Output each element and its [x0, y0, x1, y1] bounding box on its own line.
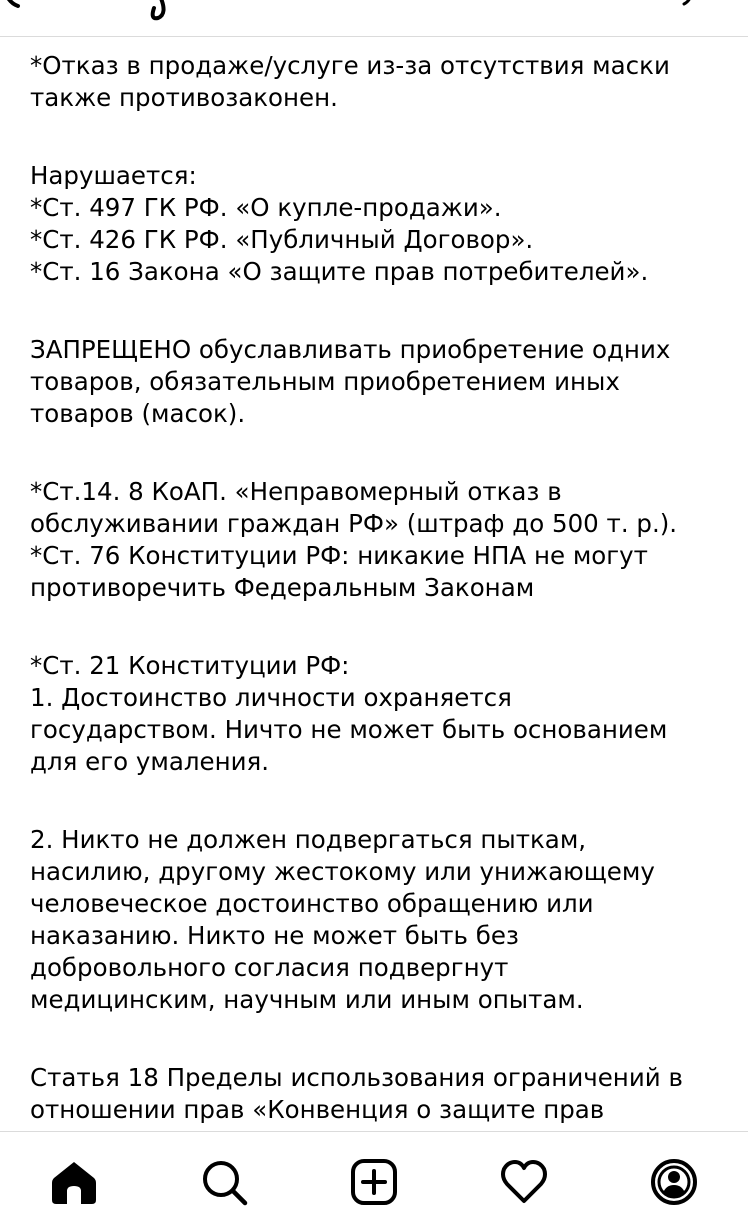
- caption-line: *Отказ в продаже/услуге из-за отсутствия маски: [30, 51, 670, 80]
- post-caption: [30, 50, 730, 1131]
- caption-line: *Ст.14. 8 КоАП. «Неправомерный отказ в: [30, 477, 562, 506]
- header-divider: [0, 36, 748, 37]
- logo-fragment-icon: [0, 0, 748, 36]
- caption-paragraph: [30, 50, 730, 114]
- nav-home-button[interactable]: [46, 1154, 102, 1210]
- caption-line: также противозаконен.: [30, 83, 338, 112]
- caption-line: наказанию. Никто не может быть без: [30, 921, 519, 950]
- caption-line: 2. Никто не должен подвергаться пыткам,: [30, 825, 587, 854]
- caption-line: ЗАПРЕЩЕНО обуславливать приобретение одних: [30, 335, 671, 364]
- caption-line: *Ст. 497 ГК РФ. «О купле-продажи».: [30, 193, 502, 222]
- caption-line: обслуживании граждан РФ» (штраф до 500 т. р.).: [30, 509, 678, 538]
- nav-activity-button[interactable]: [496, 1154, 552, 1210]
- caption-line: 1. Достоинство личности охраняется: [30, 683, 512, 712]
- caption-line: добровольного согласия подвергнут: [30, 953, 509, 982]
- caption-line: Нарушается:: [30, 161, 197, 190]
- new-post-icon: [350, 1158, 398, 1206]
- caption-line: *Ст. 21 Конституции РФ:: [30, 651, 350, 680]
- caption-paragraph: [30, 476, 730, 604]
- caption-line: *Ст. 426 ГК РФ. «Публичный Договор».: [30, 225, 534, 254]
- home-icon: [50, 1158, 98, 1206]
- caption-line: насилию, другому жестокому или унижающему: [30, 857, 655, 886]
- caption-line: товаров, обязательным приобретением иных: [30, 367, 620, 396]
- caption-line: Статья 18 Пределы использования ограничений в: [30, 1063, 683, 1092]
- caption-paragraph: [30, 334, 730, 430]
- nav-new-post-button[interactable]: [346, 1154, 402, 1210]
- caption-line: человеческое достоинство обращению или: [30, 889, 594, 918]
- search-icon: [200, 1158, 248, 1206]
- caption-paragraph: [30, 160, 730, 288]
- bottom-nav-bar: [0, 1131, 748, 1230]
- caption-line: медицинским, научным или иным опытам.: [30, 985, 584, 1014]
- activity-heart-icon: [500, 1158, 548, 1206]
- caption-paragraph: [30, 650, 730, 778]
- caption-line: государством. Ничто не может быть основанием: [30, 715, 668, 744]
- nav-search-button[interactable]: [196, 1154, 252, 1210]
- caption-line: товаров (масок).: [30, 399, 246, 428]
- nav-profile-button[interactable]: [646, 1154, 702, 1210]
- caption-paragraph: [30, 1062, 730, 1126]
- caption-line: противоречить Федеральным Законам: [30, 573, 535, 602]
- caption-line: для его умаления.: [30, 747, 270, 776]
- caption-paragraph: [30, 824, 730, 1016]
- caption-line: отношении прав «Конвенция о защите прав: [30, 1095, 605, 1124]
- top-header: [0, 0, 748, 36]
- caption-line: *Ст. 76 Конституции РФ: никакие НПА не могут: [30, 541, 648, 570]
- profile-icon: [650, 1158, 698, 1206]
- caption-line: *Ст. 16 Закона «О защите прав потребителей».: [30, 257, 649, 286]
